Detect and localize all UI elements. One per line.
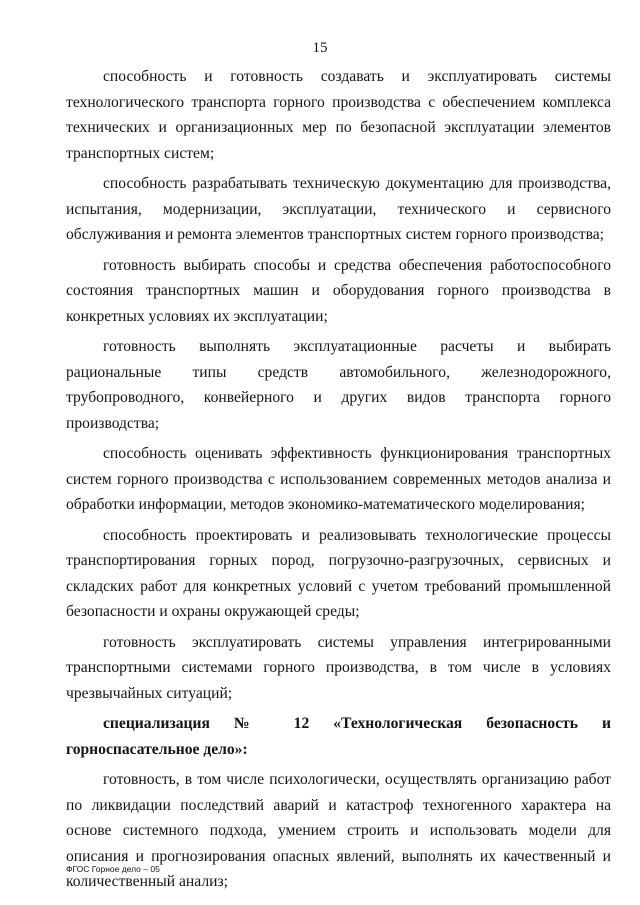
footer-text: ФГОС Горное дело – 05 <box>66 864 160 874</box>
paragraph: готовность, в том числе психологически, осуществлять организацию работ по ликвидации последствий аварий и катастроф техногенного характера на основе системного подхода, умением строить и использовать модели для описания и прогнозирования опасных явлений, выполнять их качественный и количественный анализ; <box>66 771 611 890</box>
paragraph: готовность эксплуатировать системы управления интегрированными транспортными системами горного производства, в том числе в условиях чрезвычайных ситуаций; <box>66 633 611 702</box>
specialization-heading: специализация № 12 «Технологическая безопасность и горноспасательное дело»: <box>66 715 611 758</box>
paragraph: готовность выполнять эксплуатационные расчеты и выбирать рациональные типы средств автомобильного, железнодорожного, трубопроводного, конвейерного и других видов транспорта горного производства; <box>66 338 611 432</box>
paragraph: способность проектировать и реализовывать технологические процессы транспортирования горных пород, погрузочно-разгрузочных, сервисных и складских работ для конкретных условий с учетом требований промышленной безопасности и охраны окружающей среды; <box>66 526 611 620</box>
page-content <box>66 64 611 900</box>
paragraph: способность и готовность создавать и эксплуатировать системы технологического транспорта горного производства с обеспечением комплекса технических и организационных мер по безопасной эксплуатации элементов транспортных систем; <box>66 68 611 162</box>
page-number: 15 <box>312 40 328 56</box>
paragraph: способность оценивать эффективность функционирования транспортных систем горного производства с использованием современных методов анализа и обработки информации, методов экономико-математического моделирования; <box>66 445 611 513</box>
paragraph: способность разрабатывать техническую документацию для производства, испытания, модернизации, эксплуатации, технического и сервисного обслуживания и ремонта элементов транспортных систем горного производства; <box>66 175 611 243</box>
paragraph: готовность выбирать способы и средства обеспечения работоспособного состояния транспортных машин и оборудования горного производства в конкретных условиях их эксплуатации; <box>66 256 611 325</box>
